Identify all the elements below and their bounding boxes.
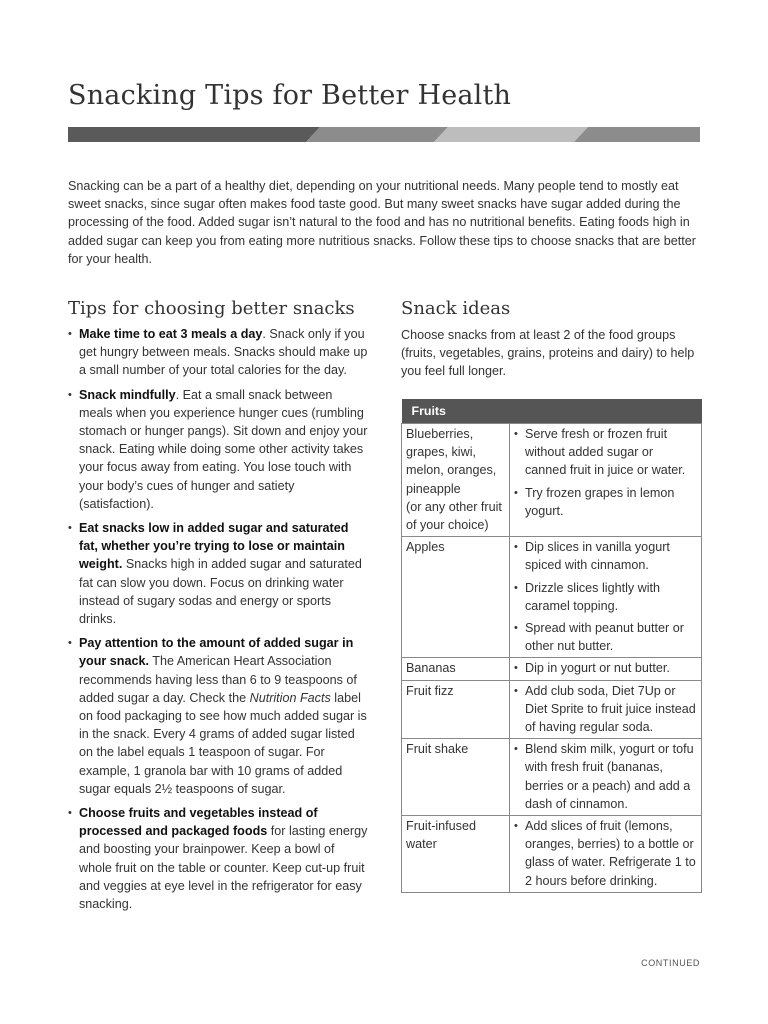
- food-cell: Apples: [402, 537, 510, 658]
- tip-list: [514, 425, 697, 520]
- tip-bold: Pay attention to the amount of added sugar in your snack.: [79, 636, 354, 669]
- page-title: Snacking Tips for Better Health: [68, 80, 512, 111]
- stripe-mid-right: [574, 127, 700, 142]
- list-item: • Dip in yogurt or nut butter.: [514, 659, 697, 677]
- list-item: • Serve fresh or frozen fruit without added sugar or canned fruit in juice or water.: [514, 425, 697, 480]
- tip-text: . Eat a small snack between meals when you experience hunger cues (rumbling stomach or hunger pangs). Sit down and enjoy your snack. Eating while doing some other activity takes your focus away from eating. You lose touch with your body’s cues of hunger and satiety (satisfaction).: [79, 387, 368, 511]
- tips-cell: [510, 658, 702, 680]
- tip-italic: Nutrition Facts: [249, 690, 331, 705]
- tips-cell: [510, 537, 702, 658]
- tip-item: [68, 804, 368, 913]
- tip-bold: Eat snacks low in added sugar and saturated fat, whether you’re trying to lose or maintain weight.: [79, 521, 349, 572]
- table-row: [402, 680, 702, 739]
- tips-list: [68, 325, 368, 919]
- tips-cell: [510, 816, 702, 893]
- food-cell: Bananas: [402, 658, 510, 680]
- tip-list: [514, 659, 697, 677]
- stripe-light: [434, 127, 588, 142]
- list-item: • Blend skim milk, yogurt or tofu with fresh fruit (bananas, berries or a peach) and add a dash of cinnamon.: [514, 740, 697, 813]
- table-row: [402, 658, 702, 680]
- tip-text: . Snack only if you get hungry between meals. Snacks should make up a small number of your total calories for the day.: [79, 327, 368, 378]
- title-stripe-bar: [68, 127, 700, 142]
- list-item: • Add slices of fruit (lemons, oranges, berries) to a bottle or glass of water. Refrigerate 1 to 2 hours before drinking.: [514, 817, 697, 890]
- tip-text: for lasting energy and boosting your brainpower. Keep a bowl of whole fruit on the table or counter. Keep cut-up fruit and veggies at eye level in the refrigerator for easy snacking.: [79, 824, 368, 912]
- table-row: [402, 739, 702, 816]
- tip-list: [514, 740, 697, 813]
- tips-cell: [510, 739, 702, 816]
- tips-cell: [510, 424, 702, 537]
- food-cell: [402, 424, 510, 537]
- tip-bold: Make time to eat 3 meals a day: [79, 327, 263, 341]
- food-note: (or any other fruit of your choice): [406, 499, 502, 533]
- tip-list: [514, 817, 697, 890]
- food-name: Blueberries, grapes, kiwi, melon, oranges, pineapple: [406, 427, 497, 496]
- tip-list: [514, 538, 697, 655]
- table-row: [402, 816, 702, 893]
- tip-item: [68, 325, 368, 380]
- stripe-dark: [68, 127, 320, 142]
- list-item: • Dip slices in vanilla yogurt spiced with cinnamon.: [514, 538, 697, 574]
- list-item: • Spread with peanut butter or other nut butter.: [514, 619, 697, 655]
- tip-item: [68, 634, 368, 798]
- fruits-table: [401, 399, 702, 893]
- tip-bold: Choose fruits and vegetables instead of processed and packaged foods: [79, 806, 318, 839]
- list-item: • Drizzle slices lightly with caramel topping.: [514, 579, 697, 615]
- tips-cell: [510, 680, 702, 739]
- snack-ideas-intro: Choose snacks from at least 2 of the food groups (fruits, vegetables, grains, proteins and dairy) to help you feel full longer.: [401, 328, 695, 379]
- continued-label: CONTINUED: [641, 958, 700, 968]
- tip-text: The American Heart Association recommends having less than 6 to 9 teaspoons of added sugar a day. Check the: [79, 654, 357, 705]
- food-cell: Fruit shake: [402, 739, 510, 816]
- tip-text: Snacks high in added sugar and saturated fat can slow you down. Focus on drinking water instead of sugary sodas and energy or sports drinks.: [79, 557, 362, 627]
- tip-item: [68, 386, 368, 513]
- tips-heading: Tips for choosing better snacks: [68, 298, 355, 319]
- list-item: • Add club soda, Diet 7Up or Diet Sprite to fruit juice instead of having regular soda.: [514, 682, 697, 737]
- table-row: [402, 537, 702, 658]
- table-row: [402, 424, 702, 537]
- stripe-mid: [306, 127, 448, 142]
- food-cell: Fruit fizz: [402, 680, 510, 739]
- table-header-row: [402, 399, 702, 424]
- tip-list: [514, 682, 697, 737]
- list-item: • Try frozen grapes in lemon yogurt.: [514, 484, 697, 520]
- table-header-fruits: Fruits: [402, 399, 702, 424]
- snack-ideas-heading: Snack ideas: [401, 298, 511, 319]
- intro-paragraph: Snacking can be a part of a healthy diet, depending on your nutritional needs. Many people tend to mostly eat sweet snacks, since sugar often makes food taste good. But many sweet snacks have sugar added during the processing of the food. Added sugar isn’t natural to the food and has no nutritional benefits. Eating foods high in added sugar can keep you from eating more nutritious snacks. Follow these tips to choose snacks that are better for your health.: [68, 179, 696, 266]
- tip-text: label on food packaging to see how much added sugar is in the snack. Every 4 grams of added sugar listed on the label equals 1 teaspoon of sugar. For example, 1 granola bar with 10 grams of added sugar equals 2½ teaspoons of sugar.: [79, 690, 367, 796]
- tip-bold: Snack mindfully: [79, 387, 176, 402]
- tip-item: [68, 519, 368, 628]
- food-cell: Fruit-infused water: [402, 816, 510, 893]
